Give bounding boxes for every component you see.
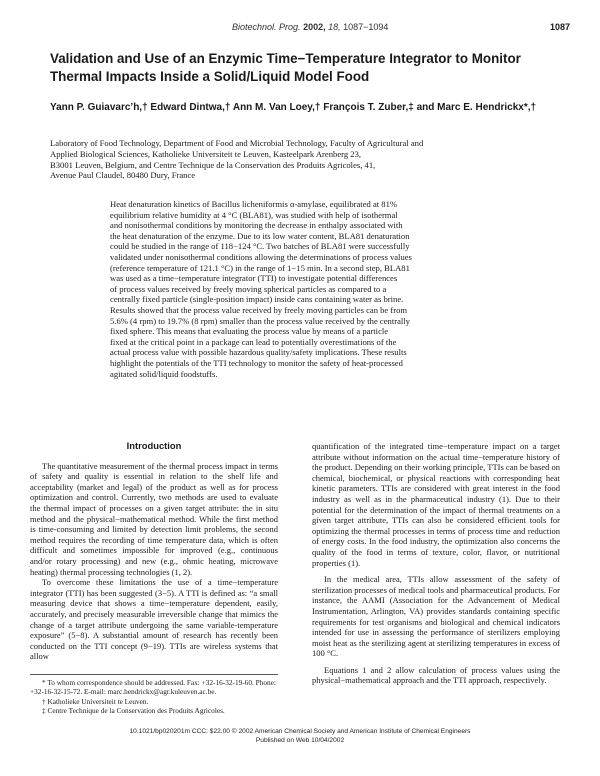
abstract-line: centrally fixed particle (single-position impact) inside cans containing water as brine. [110,294,404,305]
body-paragraph: To overcome these limitations the use of a time−temperature integrator (TTI) has been suggested (3−5). A TTI is defined as: “a small measuring device that shows a time−temperature dependent, easily, accurately, and precisely measurable irreversible change that mimics the change of a target attribute undergoing the same variable-temperature exposure” (5−8). A substantial amount of research has recently been conducted on the TTI concept (9−19). TTIs are wireless systems that allow [30,577,278,662]
abstract [110,199,510,379]
journal-year: 2002, [303,22,326,32]
paper-title: Validation and Use of an Enzymic Time−Temperature Integrator to Monitor Thermal Impacts Inside a Solid/Liquid Model Food [50,51,521,84]
abstract-line: fixed sphere. This means that evaluating the process value by means of a particle [110,326,389,337]
footer-doi-copyright: 10.1021/bp020201m CCC: $22.00 © 2002 American Chemical Society and American Institute of Chemical Engineers [129,728,471,735]
footnote-affiliation: ‡ Centre Technique de la Conservation des Produits Agricoles. [42,706,225,716]
abstract-line: actual process value with possible hazardous quality/safety implications. These results [110,347,407,358]
affiliation [50,138,570,181]
abstract-line: (reference temperature of 121.1 °C) in the range of 1−15 min. In a second step, BLA81 [110,262,410,273]
body-paragraph: quantification of the integrated time−temperature impact on a target attribute without information on the actual time−temperature history of the product. Depending on their working principle, TTIs can be based on chemical, biochemical, or physical reactions with corresponding heat kinetic parameters. TTIs are considered with great interest in the food industry as well as in the pharmaceutical industry (1). Due to their potential for the determination of the impact of thermal treatments on a given target attribute, TTIs can also be considered efficient tools for optimizing the thermal processes in terms of process time and reduction of energy costs. In the food industry, the optimization also concerns the quality of the food in terms of texture, color, flavor, or nutritional properties (1). [312,441,560,568]
body-paragraph: Equations 1 and 2 allow calculation of process values using the physical−mathematical approach and the TTI approach, respectively. [312,664,560,686]
right-column [312,441,560,686]
abstract-line: equilibrium relative humidity at 4 °C (BLA81), was studied with help of isothermal [110,209,398,220]
footnote-correspondence: * To whom correspondence should be addressed. Fax: +32-16-32-19-60. Phone: +32-16-32-15-72. E-mail: marc.hendrickx@agr.kuleuven.ac.be. [30,678,276,697]
abstract-line: validated under nonisothermal conditions allowing the determinations of process values [110,251,412,262]
journal-name: Biotechnol. Prog. [232,22,301,32]
affiliation-line: Laboratory of Food Technology, Department of Food and Microbial Technology, Faculty of Agricultural and [50,138,424,148]
affiliation-line: B3001 Leuven, Belgium, and Centre Technique de la Conservation des Produits Agricoles, 41, [50,159,376,170]
abstract-line: highlight the potentials of the TTI technology to monitor the safety of heat-processed [110,357,403,368]
abstract-line: was used as a time−temperature integrator (TTI) to investigate potential differences [110,273,398,284]
author-list: Yann P. Guiavarc’h,† Edward Dintwa,† Ann M. Van Loey,† François T. Zuber,‡ and Marc E. Hendrickx*,† [50,102,537,113]
left-column [30,441,278,662]
abstract-line: 5.6% (4 rpm) to 19.7% (8 rpm) smaller than the process value received by the centrally [110,315,410,326]
section-heading-introduction: Introduction [126,440,182,451]
body-paragraph: In the medical area, TTIs allow assessment of the safety of sterilization processes of medical tools and pharmaceutical products. For instance, the AAMI (Association for the Advancement of Medical Instrumentation, Arlington, VA) provides standards containing specific requirements for test organisms and biological and chemical indicators intended for use in assessing the performance of sterilizers employing moist heat as the sterilizing agent at sterilizing temperatures in excess of 100 °C. [312,574,560,659]
abstract-line: could be studied in the range of 118−124 °C. Two batches of BLA81 were successfully [110,241,410,252]
affiliation-line: Avenue Paul Claudel, 80480 Dury, France [50,170,196,181]
page-footer [30,728,570,745]
abstract-line: agitated solid/liquid foodstuffs. [110,368,218,379]
abstract-line: and nonisothermal conditions by monitoring the decrease in enthalpy associated with [110,220,403,231]
journal-volume: 18, [328,22,341,32]
abstract-line: of process values received by freely moving spherical particles as compared to a [110,283,387,294]
body-paragraph: The quantitative measurement of the thermal process impact in terms of safety and quality is essential in relation to the shelf life and acceptability (market and legal) of the product as well as for process optimization and control. Currently, two methods are used to evaluate the thermal impact of processes on a given target attribute: the in situ method and the physical−mathematical method. While the first method is time-consuming and limited by detection limit problems, the second method requires the recording of time temperature data, which is often difficult and sometimes impossible for improved (e.g., continuous and/or rotary processing) and new (e.g., ohmic heating, microwave heating) thermal processing technologies (1, 2). [30,460,278,577]
footer-published-date: Published on Web 10/04/2002 [255,736,345,744]
abstract-line: the heat denaturation of the enzyme. Due to its low water content, BLA81 denaturation [110,230,410,241]
footnote-affiliation: † Katholieke Universiteit te Leuven. [42,696,149,706]
abstract-line: fixed at the critical point in a package can lead to potentially overestimations of the [110,336,397,347]
journal-pages: 1087−1094 [343,22,389,32]
affiliation-line: Applied Biological Sciences, Katholieke Universiteit te Leuven, Kasteelpark Arenberg 23, [50,148,362,159]
abstract-line: Results showed that the process value received by freely moving particles can be from [110,304,408,315]
abstract-line: Heat denaturation kinetics of Bacillus licheniformis α-amylase, equilibrated at 81% [110,199,398,209]
footnotes [30,678,278,716]
page-number: 1087 [549,22,570,32]
footnote-divider [30,674,278,675]
running-header [232,22,388,32]
